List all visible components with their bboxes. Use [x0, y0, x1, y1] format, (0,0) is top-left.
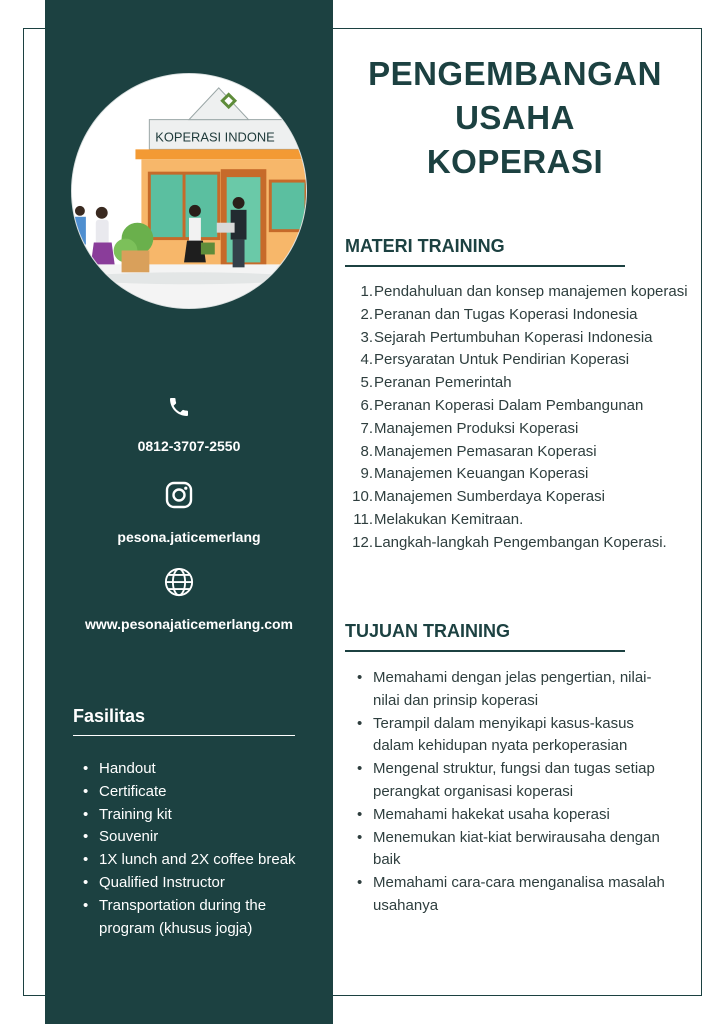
- fasilitas-item: • Training kit: [81, 804, 311, 827]
- fasilitas-item: • Certificate: [81, 781, 311, 804]
- instagram-icon: [164, 480, 194, 510]
- materi-item: 6. Peranan Koperasi Dalam Pembangunan: [360, 396, 644, 414]
- tujuan-item: • Memahami dengan jelas pengertian, nilai-nilai dan prinsip koperasi: [355, 667, 675, 713]
- fasilitas-item: • Transportation during the program (khusus jogja): [81, 895, 311, 941]
- tujuan-divider: [345, 650, 625, 652]
- fasilitas-heading: Fasilitas: [73, 706, 146, 726]
- title-line: PENGEMBANGAN: [368, 55, 662, 92]
- materi-heading: MATERI TRAINING: [345, 236, 505, 256]
- materi-item: 4. Persyaratan Untuk Pendirian Koperasi: [360, 351, 630, 369]
- materi-item: 9. Manajemen Keuangan Koperasi: [360, 465, 589, 483]
- materi-item: 5. Peranan Pemerintah: [360, 374, 512, 392]
- tujuan-list: [355, 667, 675, 918]
- materi-item: 11. Melakukan Kemitraan.: [353, 510, 524, 528]
- materi-item: 10. Manajemen Sumberdaya Koperasi: [352, 488, 605, 506]
- sign-text: KOPERASI INDONE: [155, 129, 275, 145]
- fasilitas-list: [81, 758, 311, 940]
- tujuan-item: • Memahami hakekat usaha koperasi: [355, 804, 675, 827]
- materi-item: 3. Sejarah Pertumbuhan Koperasi Indonesia: [360, 328, 653, 346]
- materi-item: 7. Manajemen Produksi Koperasi: [360, 419, 579, 437]
- globe-icon: [164, 567, 194, 597]
- fasilitas-item: • Handout: [81, 758, 311, 781]
- fasilitas-item: • Souvenir: [81, 826, 311, 849]
- tujuan-item: • Menemukan kiat-kiat berwirausaha dengan baik: [355, 827, 675, 873]
- title-line: USAHA: [455, 99, 575, 136]
- materi-list: [345, 281, 690, 555]
- phone-number[interactable]: 0812-3707-2550: [137, 438, 241, 454]
- page-title: [340, 52, 690, 184]
- instagram-handle[interactable]: pesona.jaticemerlang: [117, 529, 261, 545]
- materi-item: 2. Peranan dan Tugas Koperasi Indonesia: [360, 305, 638, 323]
- tujuan-heading: TUJUAN TRAINING: [345, 621, 510, 641]
- fasilitas-item: • 1X lunch and 2X coffee break: [81, 849, 311, 872]
- phone-icon: [164, 392, 194, 422]
- website-link[interactable]: www.pesonajaticemerlang.com: [85, 616, 293, 632]
- tujuan-item: • Terampil dalam menyikapi kasus-kasus dalam kehidupan nyata perkoperasian: [355, 713, 675, 759]
- tujuan-item: • Memahami cara-cara menganalisa masalah usahanya: [355, 872, 675, 918]
- fasilitas-item: • Qualified Instructor: [81, 872, 311, 895]
- title-line: KOPERASI: [426, 143, 604, 180]
- tujuan-item: • Mengenal struktur, fungsi dan tugas setiap perangkat organisasi koperasi: [355, 758, 675, 804]
- materi-divider: [345, 265, 625, 267]
- materi-item: 8. Manajemen Pemasaran Koperasi: [360, 442, 597, 460]
- fasilitas-divider: [73, 735, 295, 736]
- materi-item: 12. Langkah-langkah Pengembangan Koperasi.: [352, 533, 667, 551]
- koperasi-illustration: [71, 73, 307, 309]
- materi-item: 1. Pendahuluan dan konsep manajemen koperasi: [360, 283, 688, 300]
